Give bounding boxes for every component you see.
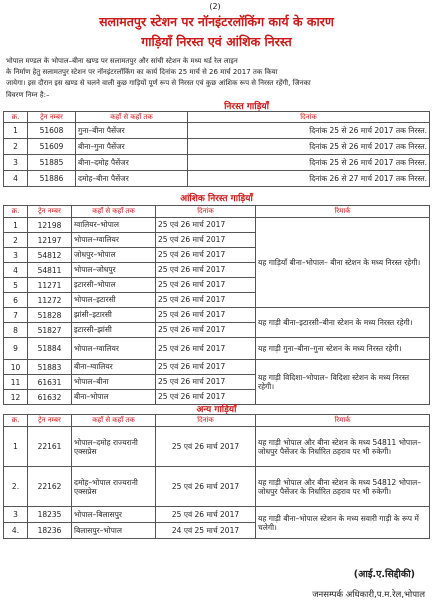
remark-cell: यह गाड़ी भोपाल और बीना स्टेशन के मध्य 54812 भोपाल–जोधपुर पैसेंजर के निर्धारित ठहराव पर भी रुकेगी।	[256, 467, 430, 507]
signatory-name: (आई.ए.सिद्दीकी)	[353, 569, 415, 580]
cell-sn: 7	[4, 308, 28, 323]
cell-date: 25 एवं 26 मार्च 2017	[156, 390, 256, 405]
cell-date: 25 एवं 26 मार्च 2017	[156, 375, 256, 390]
intro-paragraph	[6, 56, 430, 101]
cell-route: ग्वालियर–भोपाल	[72, 218, 156, 233]
remark-cell: यह गाड़ी गुना–बीना–गुना स्टेशन के मध्य निरस्त रहेगी।	[256, 338, 430, 360]
cell-sn: 11	[4, 375, 28, 390]
intro-line: भोपाल मण्डल के भोपाल–बीना खण्ड पर सलामतपुर और सांची स्टेशन के मध्य थर्ड रेल लाइन	[6, 57, 238, 65]
cell-sn: 2.	[4, 467, 28, 507]
cell-date: 25 एवं 26 मार्च 2017	[156, 427, 256, 467]
cancelled-trains-table	[3, 111, 430, 187]
cell-train: 61632	[28, 390, 72, 405]
cell-sn: 2	[4, 233, 28, 248]
cell-sn: 6	[4, 293, 28, 308]
col-header-sn: क्र.	[4, 415, 28, 427]
table-row	[4, 427, 430, 467]
col-header-route: कहाँ से कहाँ तक	[76, 112, 188, 123]
cell-route: बीना–गुना पैसेंजर	[76, 139, 188, 155]
col-header-route: कहाँ से कहाँ तक	[72, 206, 156, 218]
table-header-row	[4, 415, 430, 427]
remark-cell: यह गाड़ी बीना–भोपाल स्टेशन के मध्य सवारी गाड़ी के रूप में चलेगी।	[256, 507, 430, 539]
cell-sn: 3	[4, 155, 28, 171]
partial-trains-table	[3, 205, 430, 405]
cell-route: बीना–भोपाल	[72, 390, 156, 405]
cell-route: भोपाल–जोधपुर	[72, 263, 156, 278]
cell-date: 25 एवं 26 मार्च 2017	[156, 233, 256, 248]
cell-train: 51883	[28, 360, 72, 375]
cell-route: भोपाल–ग्वालियर	[72, 338, 156, 360]
cell-sn: 12	[4, 390, 28, 405]
cell-sn: 1	[4, 427, 28, 467]
table-row	[4, 308, 430, 323]
intro-line: के निर्माण हेतु सलामतपुर स्टेशन पर नॉनइंटरलॉकिंग का कार्य दिनांक 25 मार्च से 26 मार्च 2017 तक किया	[6, 68, 278, 77]
cell-date: 25 एवं 26 मार्च 2017	[156, 360, 256, 375]
cell-date: दिनांक 25 से 26 मार्च 2017 तक निरस्त.	[188, 123, 430, 139]
col-header-train: ट्रेन नम्बर	[28, 112, 76, 123]
table-row	[4, 123, 430, 139]
cell-train: 51828	[28, 308, 72, 323]
cell-route: भोपाल–बिलासपुर	[72, 507, 156, 523]
cell-route: बीना–ग्वालियर	[72, 360, 156, 375]
cell-route: इटारसी–झांसी	[72, 323, 156, 338]
cell-date: 25 एवं 26 मार्च 2017	[156, 293, 256, 308]
cell-route: भोपाल–ग्वालियर	[72, 233, 156, 248]
col-header-remark: रिमार्क	[256, 206, 430, 218]
cell-train: 18235	[28, 507, 72, 523]
remark-cell: यह गाड़ी बीना–इटारसी–बीना स्टेशन के मध्य निरस्त रहेगी।	[256, 308, 430, 338]
cell-date: 25 एवं 26 मार्च 2017	[156, 263, 256, 278]
cell-route: जोधपुर–भोपाल	[72, 248, 156, 263]
partial-section-title: आंशिक निरस्त गाड़ियाँ	[180, 194, 253, 204]
cell-train: 54811	[28, 263, 72, 278]
cell-train: 54812	[28, 248, 72, 263]
cell-date: दिनांक 25 से 26 मार्च 2017 तक निरस्त.	[188, 155, 430, 171]
cell-sn: 9	[4, 338, 28, 360]
cell-route: झांसी–इटारसी	[72, 308, 156, 323]
remark-cell: यह गाड़ियाँ बीना–भोपाल– बीना स्टेशन के मध्य निरस्त रहेगी।	[256, 218, 430, 308]
col-header-date: दिनांक	[156, 415, 256, 427]
cell-route: बिलासपुर–भोपाल	[72, 523, 156, 539]
cell-date: 25 एवं 26 मार्च 2017	[156, 308, 256, 323]
table-header-row	[4, 112, 430, 123]
signatory-title: जनसम्पर्क अधिकारी,प.म.रेल,भोपाल	[312, 590, 425, 600]
notice-title: सलामतपुर स्टेशन पर नॉनइंटरलॉकिंग कार्य के कारण	[99, 14, 334, 29]
cell-route: दमोह–भोपाल राज्यरानी एक्सप्रेस	[72, 467, 156, 507]
col-header-sn: क्र.	[4, 112, 28, 123]
other-trains-table	[3, 414, 430, 539]
page-number: (2)	[209, 2, 221, 11]
cell-train: 12198	[28, 218, 72, 233]
cell-train: 51608	[28, 123, 76, 139]
table-row	[4, 338, 430, 360]
table-row	[4, 360, 430, 375]
cell-date: 25 एवं 26 मार्च 2017	[156, 323, 256, 338]
cell-route: भोपाल–दमोह राज्यरानी एक्सप्रेस	[72, 427, 156, 467]
cell-date: 24 एवं 25 मार्च 2017	[156, 523, 256, 539]
cell-train: 11272	[28, 293, 72, 308]
cancelled-section-title: निरस्त गाड़ियाँ	[224, 102, 269, 112]
cell-date: 25 एवं 26 मार्च 2017	[156, 467, 256, 507]
cell-sn: 3	[4, 507, 28, 523]
table-row	[4, 155, 430, 171]
cell-sn: 2	[4, 139, 28, 155]
cell-date: 25 एवं 26 मार्च 2017	[156, 218, 256, 233]
table-row	[4, 171, 430, 187]
col-header-date: दिनांक	[188, 112, 430, 123]
col-header-train: ट्रेन नम्बर	[28, 415, 72, 427]
cell-train: 51885	[28, 155, 76, 171]
cell-route: गुना–बीना पैसेंजर	[76, 123, 188, 139]
notice-subtitle: गाड़ियाँ निरस्त एवं आंशिक निरस्त	[141, 34, 292, 49]
remark-cell: यह गाड़ी विदिशा–भोपाल– विदिशा स्टेशन के मध्य निरस्त रहेगी।	[256, 360, 430, 405]
cell-train: 51827	[28, 323, 72, 338]
cell-sn: 4.	[4, 523, 28, 539]
cell-sn: 10	[4, 360, 28, 375]
col-header-train: ट्रेन नम्बर	[28, 206, 72, 218]
intro-line: जायेगा। इस दौरान इस खण्ड से चलने वाली कुछ गाड़ियों पूर्ण रूप से निरस्त एवं कुछ आंशिक रूप से निरस्त रहेंगी, जिनका	[6, 79, 311, 88]
cell-train: 51884	[28, 338, 72, 360]
cell-date: दिनांक 26 से 27 मार्च 2017 तक निरस्त.	[188, 171, 430, 187]
cell-train: 22161	[28, 427, 72, 467]
cell-route: दमोह–बीना पैसेंजर	[76, 171, 188, 187]
col-header-remark: रिमार्क	[256, 415, 430, 427]
table-row	[4, 139, 430, 155]
cell-sn: 1	[4, 218, 28, 233]
table-row	[4, 467, 430, 507]
col-header-date: दिनांक	[156, 206, 256, 218]
cell-train: 22162	[28, 467, 72, 507]
cell-date: 25 एवं 26 मार्च 2017	[156, 338, 256, 360]
cell-route: बीना–दमोह पैसेंजर	[76, 155, 188, 171]
cell-date: दिनांक 25 से 26 मार्च 2017 तक निरस्त.	[188, 139, 430, 155]
cell-sn: 4	[4, 263, 28, 278]
cell-sn: 1	[4, 123, 28, 139]
remark-cell: यह गाड़ी भोपाल और बीना स्टेशन के मध्य 54811 भोपाल–जोधपुर पैसेंजर के निर्धारित ठहराव पर भी रुकेगी।	[256, 427, 430, 467]
intro-line: विवरण निम्न है:–	[6, 90, 50, 99]
cell-date: 25 एवं 26 मार्च 2017	[156, 507, 256, 523]
cell-sn: 8	[4, 323, 28, 338]
cell-train: 51609	[28, 139, 76, 155]
table-row	[4, 507, 430, 523]
col-header-sn: क्र.	[4, 206, 28, 218]
cell-train: 61631	[28, 375, 72, 390]
cell-date: 25 एवं 26 मार्च 2017	[156, 248, 256, 263]
cell-train: 11271	[28, 278, 72, 293]
cell-train: 51886	[28, 171, 76, 187]
cell-route: भोपाल–इटारसी	[72, 293, 156, 308]
table-header-row	[4, 206, 430, 218]
cell-train: 18236	[28, 523, 72, 539]
cell-date: 25 एवं 26 मार्च 2017	[156, 278, 256, 293]
cell-route: भोपाल–बीना	[72, 375, 156, 390]
table-row	[4, 218, 430, 233]
cell-sn: 5	[4, 278, 28, 293]
other-section-title: अन्य गाड़ियाँ	[196, 405, 237, 415]
cell-train: 12197	[28, 233, 72, 248]
cell-sn: 4	[4, 171, 28, 187]
col-header-route: कहाँ से कहाँ तक	[72, 415, 156, 427]
cell-sn: 3	[4, 248, 28, 263]
cell-route: इटारसी–भोपाल	[72, 278, 156, 293]
